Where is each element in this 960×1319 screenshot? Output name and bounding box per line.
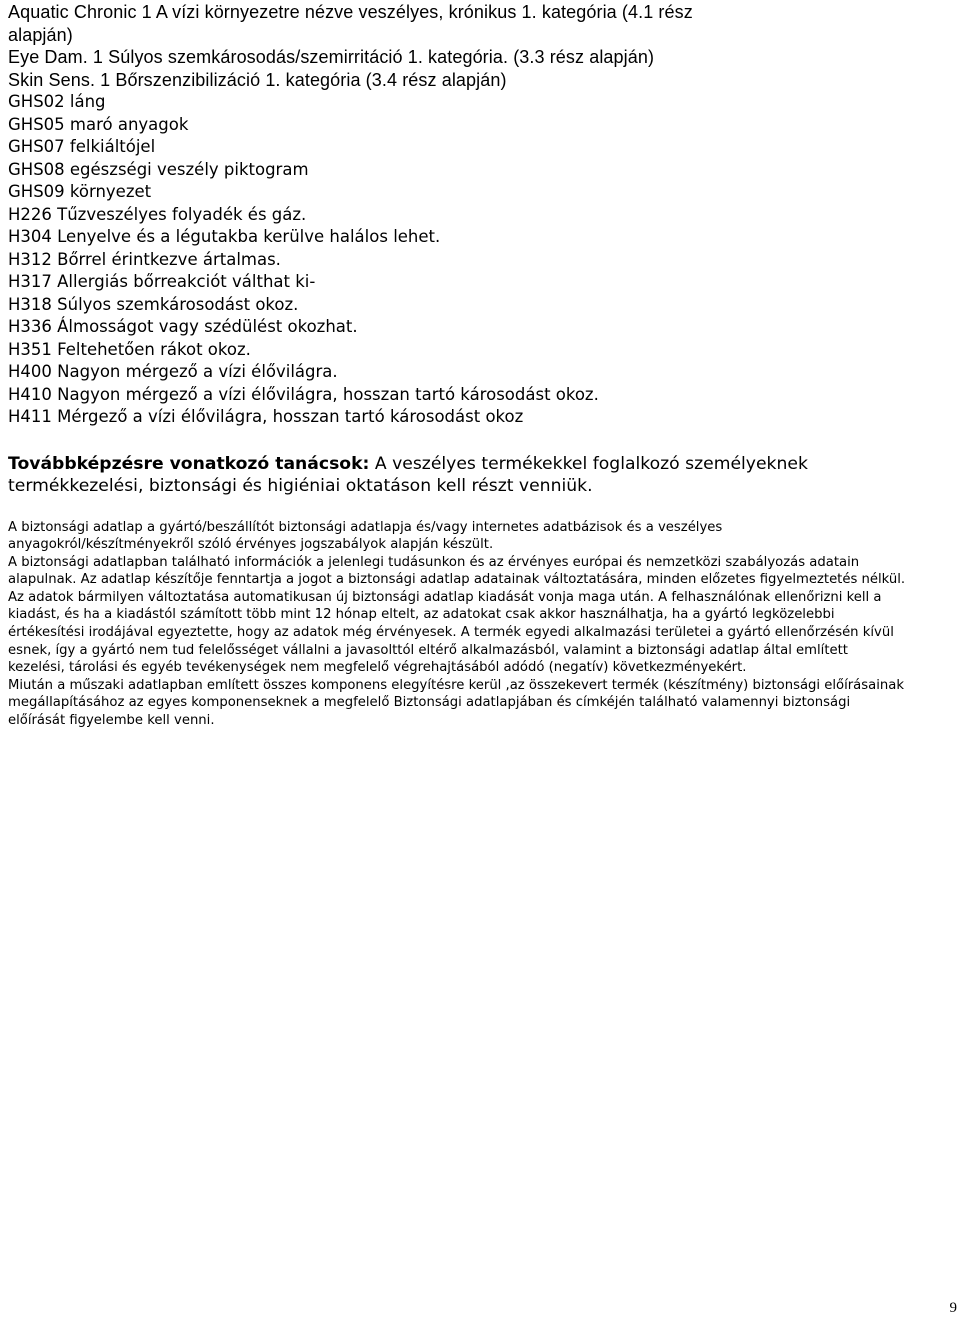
hazard-line: Skin Sens. 1 Bőrszenzibilizáció 1. kategória (3.4 rész alapján) [8,69,507,90]
hazard-line: H318 Súlyos szemkárosodást okoz. [8,294,299,314]
hazard-line: GHS05 maró anyagok [8,114,189,134]
training-advice-label: Továbbképzésre vonatkozó tanácsok: [8,453,370,474]
training-advice [8,453,908,497]
hazard-line: H312 Bőrrel érintkezve ártalmas. [8,249,281,269]
hazard-line: H226 Tűzveszélyes folyadék és gáz. [8,204,307,224]
hazard-line: H411 Mérgező a vízi élővilágra, hosszan tartó károsodást okoz [8,407,524,426]
disclaimer [8,519,908,730]
training-advice-text: A veszélyes termékekkel foglalkozó személyeknek termékkezelési, biztonsági és higiéniai oktatáson kell részt venniük. [8,453,808,496]
hazard-line: GHS09 környezet [8,182,152,201]
hazard-line: H336 Álmosságot vagy szédülést okozhat. [8,317,358,336]
hazard-line: GHS02 láng [8,92,106,111]
page-number: 9 [949,1300,957,1316]
hazard-line: H400 Nagyon mérgező a vízi élővilágra. [8,362,338,381]
hazard-line: alapján) [8,24,73,45]
disclaimer-paragraph: A biztonsági adatlapban található információk a jelenlegi tudásunkon és az érvényes európai és nemzetközi szabályozás adatain alapulnak. Az adatlap készítője fenntartja a jogot a biztonsági adatlap adatainak változtatására, minden előzetes figyelmeztetés nélkül. Az adatok bármilyen változtatása automatikusan új biztonsági adatlap kiadását vonja maga után. A felhasználónak ellenőrizni kell a kiadást, és ha a kiadástól számított több mint 12 hónap eltelt, az adatokat csak akkor használhatja, ha a gyártó legközelebbi értékesítési irodájával egyeztette, hogy az adatok még érvényesek. A termék egyedi alkalmazási területei a gyártó ellenőrzésén kívül esnek, így a gyártó nem tud felelősséget vállalni a javasolttól eltérő alkalmazásból, valamint a biztonsági adatlap által említett kezelési, tárolási és egyéb tevékenységek nem megfelelő végrehajtásából adódó (negatív) következményekért. [8,554,906,676]
disclaimer-paragraph: A biztonsági adatlap a gyártó/beszállítót biztonsági adatlapja és/vagy internetes adatbázisok és a veszélyes anyagokról/készítményekről szóló érvényes jogszabályok alapján készült. [8,519,723,553]
hazard-line: H410 Nagyon mérgező a vízi élővilágra, hosszan tartó károsodást okoz. [8,384,599,404]
hazard-line: H304 Lenyelve és a légutakba kerülve halálos lehet. [8,227,441,246]
hazard-line: GHS08 egészségi veszély piktogram [8,159,309,179]
hazard-statement-list [8,0,908,429]
hazard-line: GHS07 felkiáltójel [8,137,156,156]
document-page [8,0,908,730]
hazard-line: Aquatic Chronic 1 A vízi környezetre nézve veszélyes, krónikus 1. kategória (4.1 rész [8,2,693,22]
hazard-line: H317 Allergiás bőrreakciót válthat ki- [8,272,316,291]
disclaimer-paragraph: Miután a műszaki adatlapban említett összes komponens elegyítésre kerül ,az összekevert termék (készítmény) biztonsági előírásainak megállapításához az egyes komponenseknek a megfelelő Biztonsági adatlapjában és címkéjén található valamennyi biztonsági előírását figyelembe kell venni. [8,677,904,729]
hazard-line: Eye Dam. 1 Súlyos szemkárosodás/szemirritáció 1. kategória. (3.3 rész alapján) [8,47,655,67]
hazard-line: H351 Feltehetően rákot okoz. [8,339,251,359]
